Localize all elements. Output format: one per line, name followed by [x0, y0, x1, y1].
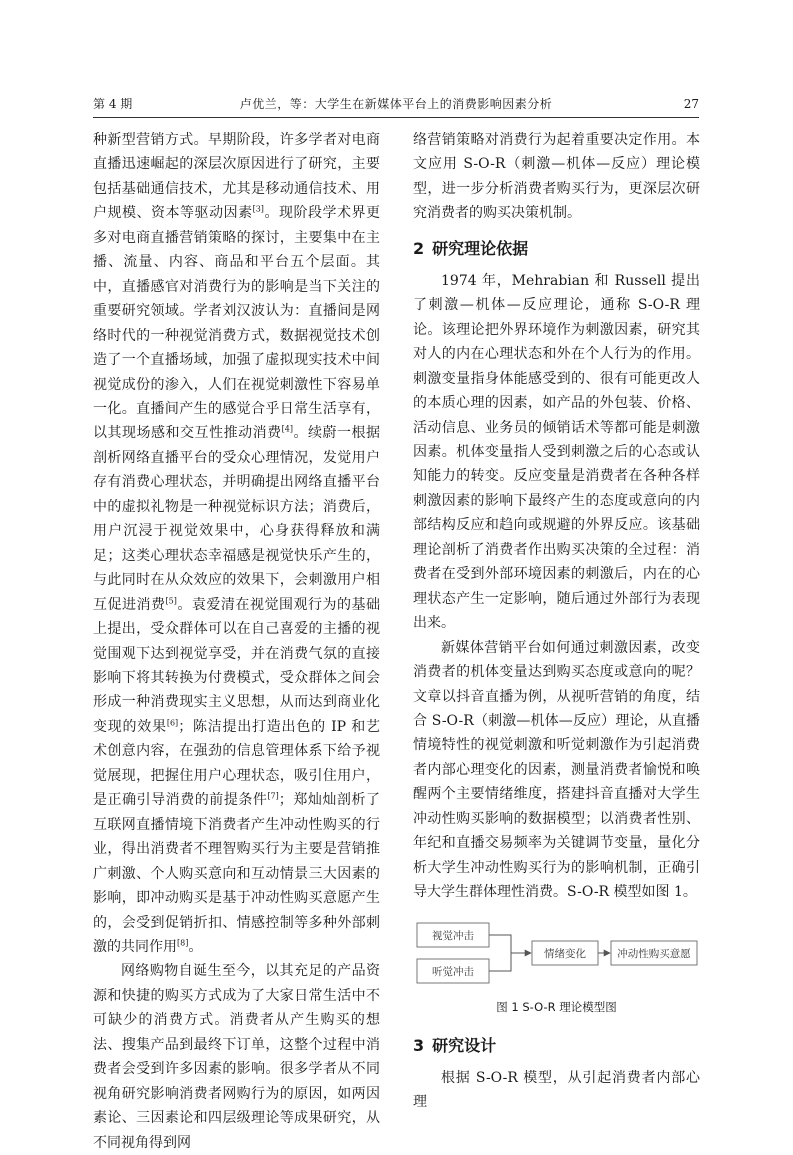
- paragraph-online-shopping: 网络购物自诞生至今，以其充足的产品资源和快捷的购买方式成为了大家日常生活中不可缺少的消费方式。消费者从产生购买的想法、搜集产品到最终下订单，这整个过程中消费者会受到许多因素的影响。很多学者从不同视角研究影响消费者网购行为的原因，如两因素论、三因素论和四层级理论等成果研究，从不同视角得到网: [93, 963, 380, 1151]
- header-rule: [93, 117, 699, 118]
- figure-caption: 图 1 S-O-R 理论模型图: [496, 999, 617, 1014]
- sor-diagram: [413, 911, 700, 995]
- right-column: [413, 128, 700, 1115]
- visual-stimulus-label: 视觉冲击: [432, 929, 474, 942]
- issue-number: 第 4 期: [93, 97, 133, 111]
- citation-8: [8]: [177, 938, 189, 948]
- text-run: 。现阶段学术界更多对电商直播营销策略的探讨，主要集中在主播、流量、内容、商品和平台五个层面。其中，直播感官对消费行为的影响是当下关注的重要研究领域。学者刘汉波认为：直播间是网络时代的一种视觉消费方式，数据视觉技术创造了一个直播场域，加强了虚拟现实技术中间视觉成份的渗入，人们在视觉刺激性下容易单一化。直播间产生的感觉合乎日常生活享有，以其现场感和交互性推动消费: [93, 205, 381, 442]
- citation-5: [5]: [165, 595, 177, 605]
- section-title: 研究设计: [432, 1035, 497, 1055]
- section-number: 3: [413, 1035, 425, 1055]
- citation-3: [3]: [252, 204, 264, 214]
- text-run: 。续蔚一根据剖析网络直播平台的受众心理情况，发觉用户存有消费心理状态，并明确提出网络直播平台中的虚拟礼物是一种视觉标识方法；消费后，用户沉浸于视觉效果中，心身获得释放和满足；这类心理状态幸福感是视觉快乐产生的，与此同时在从众效应的效果下，会刺激用户相互促进消费: [93, 425, 381, 613]
- left-column: [93, 128, 380, 1155]
- text-run: ；郑灿灿剖析了互联网直播情境下消费者产生冲动性购买的行业，得出消费者不理智购买行为主要是营销推广刺激、个人购买意向和互动情景三大因素的影响，即冲动购买是基于冲动性购买意愿产生的，会受到促销折扣、情感控制等多种外部刺激的共同作用: [93, 792, 380, 955]
- page-number: 27: [683, 97, 699, 111]
- text-run: 。: [188, 938, 203, 955]
- paragraph-sor-theory: 1974 年，Mehrabian 和 Russell 提出了刺激—机体—反应理论，通称 S-O-R 理论。该理论把外界环境作为刺激因素，研究其对人的内在心理状态和外在个人行为的作用。刺激变量指身体能感受到的、很有可能更改人的本质心理的因素，如产品的外包装、价格、活动信息、业务员的倾销话术等都可能是刺激因素。机体变量指人受到刺激之后的心态或认知能力的转变。反应变量是消费者在各种各样刺激因素的影响下最终产生的态度或意向的内部结构反应和趋向或规避的外界反应。该基础理论剖析了消费者作出购买决策的全过程：消费者在受到外部环境因素的刺激后，内在的心理状态产生一定影响，随后通过外部行为表现出来。: [413, 272, 700, 632]
- text-run: 种新型营销方式。早期阶段，许多学者对电商直播迅速崛起的深层次原因进行了研究，主要包括基础通信技术，尤其是移动通信技术、用户规模、资本等驱动因素: [93, 132, 380, 222]
- paragraph-continued: 络营销策略对消费行为起着重要决定作用。本文应用 S-O-R（刺激—机体—反应）理论模型，进一步分析消费者购买行为，更深层次研究消费者的购买决策机制。: [413, 132, 700, 222]
- citation-4: [4]: [281, 424, 293, 434]
- sor-model-figure: [413, 911, 700, 1023]
- paragraph-new-media: 新媒体营销平台如何通过刺激因素，改变消费者的机体变量达到购买态度或意向的呢？文章以抖音直播为例，从视听营销的角度，结合 S-O-R（刺激—机体—反应）理论，从直播情境特性的视觉刺激和听觉刺激作为引起消费者内部心理变化的因素，测量消费者愉悦和唤醒两个主要情绪维度，搭建抖音直播对大学生冲动性购买影响的数据模型；以消费者性别、年纪和直播交易频率为关键调节变量，量化分析大学生冲动性购买行为的影响机制，正确引导大学生群体理性消费。S-O-R 模型如图 1。: [413, 639, 700, 901]
- citation-7: [7]: [267, 791, 279, 801]
- paragraph-literature-review: [93, 128, 380, 959]
- text-run: 。袁爱清在视觉围观行为的基础上提出，受众群体可以在自己喜爱的主播的视觉围观下达到视觉享受，并在消费气氛的直接影响下将其转换为付费模式，受众群体之间会形成一种消费现实主义思想，从而达到商业化变现的效果: [93, 596, 381, 735]
- section-heading-2: [413, 238, 700, 260]
- citation-6: [6]: [166, 718, 179, 728]
- section-number: 2: [413, 238, 425, 258]
- text-run: ；陈洁提出打造出色的 IP 和艺术创意内容，在强劲的信息管理体系下给予视觉展现，把握住用户心理状态，吸引住用户，是正确引导消费的前提条件: [93, 718, 381, 809]
- impulse-intent-label: 冲动性购买意愿: [617, 947, 691, 960]
- running-title: 卢优兰，等：大学生在新媒体平台上的消费影响因素分析: [239, 97, 553, 111]
- audio-stimulus-label: 听觉冲击: [432, 965, 474, 978]
- paragraph-research-design: 根据 S-O-R 模型，从引起消费者内部心理: [413, 1069, 700, 1111]
- emotion-change-label: 情绪变化: [544, 947, 586, 960]
- page-header: [93, 94, 699, 114]
- section-title: 研究理论依据: [432, 238, 529, 258]
- bracket-connector: [489, 935, 511, 971]
- section-heading-3: [413, 1035, 700, 1057]
